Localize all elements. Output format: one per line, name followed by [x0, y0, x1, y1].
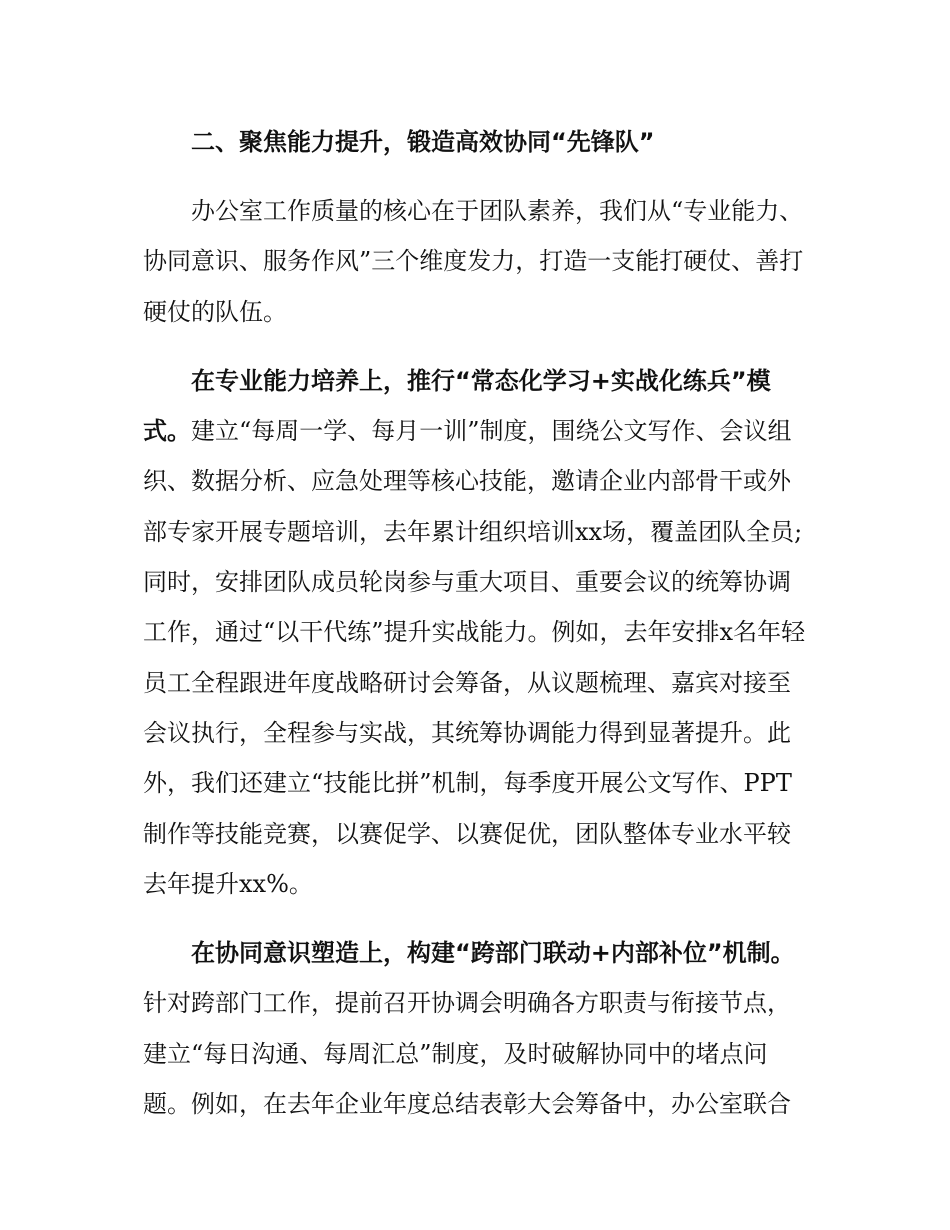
section-heading: 二、聚焦能力提升，锻造高效协同“先锋队”: [191, 128, 655, 156]
paragraph-text: 办公室工作质量的核心在于团队素养，我们从“专业能力、协同意识、服务作风”三个维度发力，打造一支能打硬仗、善打硬仗的队伍。: [143, 197, 804, 326]
paragraph-intro: [143, 186, 813, 337]
document-body: [143, 117, 813, 1148]
paragraph-professional-ability: [143, 356, 813, 909]
paragraph-collaboration: [143, 928, 813, 1129]
paragraph-lead: 在专业能力培养上，推行“常态化学习+实战化练兵”模式。: [143, 366, 771, 446]
paragraph-lead: 在协同意识塑造上，构建“跨部门联动+内部补位”机制。: [191, 939, 795, 968]
paragraph-text: 建立“每周一学、每月一训”制度，围绕公文写作、会议组织、数据分析、应急处理等核心技能，邀请企业内部骨干或外部专家开展专题培训，去年累计组织培训xx场，覆盖团队全员;同时，安排团队成员轮岗参与重大项目、重要会议的统筹协调工作，通过“以干代练”提升实战能力。例如，去年安排x名年轻员工全程跟进年度战略研讨会筹备，从议题梳理、嘉宾对接至会议执行，全程参与实战，其统筹协调能力得到显著提升。此外，我们还建立“技能比拼”机制，每季度开展公文写作、PPT制作等技能竞赛，以赛促学、以赛促优，团队整体专业水平较去年提升xx%。: [143, 417, 806, 898]
paragraph-text: 针对跨部门工作，提前召开协调会明确各方职责与衔接节点，建立“每日沟通、每周汇总”制度，及时破解协同中的堵点问题。例如，在去年企业年度总结表彰大会筹备中，办公室联合: [143, 989, 791, 1119]
